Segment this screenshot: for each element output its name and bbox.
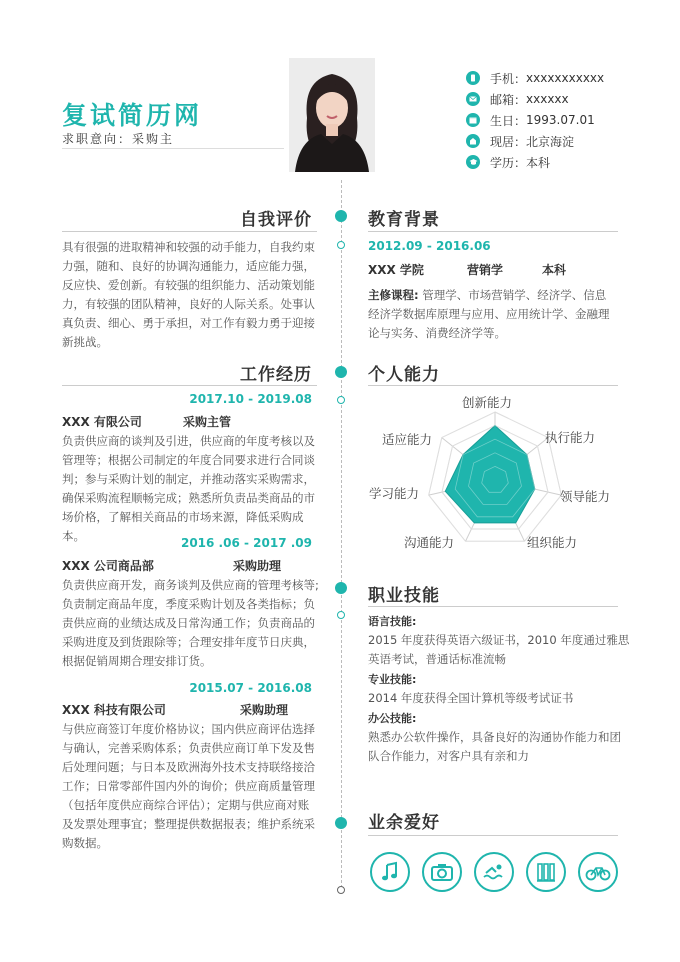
radar-label: 沟通能力 xyxy=(404,535,455,550)
ability-title: 个人能力 xyxy=(368,365,440,385)
work-desc: 负责供应商开发，商务谈判及供应商的管理考核等; 负责制定商品年度，季度采购计划及各类指标；负 责供应商的业绩达成及日常沟通工作；负责商品的 采购进度及到货跟除等；合理安排年度节日庆典， 根据促销周期合理安排订货。 xyxy=(62,578,319,668)
section-divider xyxy=(368,231,618,232)
work-title: 工作经历 xyxy=(240,365,312,385)
radar-label: 创新能力 xyxy=(462,395,513,410)
work-desc: 负责供应商的谈判及引进，供应商的年度考核以及 管理等；根据公司制定的年度合同要求进行合同谈 判；参与采购计划的制定，并推动落实采购需求， 确保采购流程顺畅完成；熟悉所负责品类商品的市 场价格，了解相关商品的市场来源，降低采购成本。 xyxy=(62,434,315,543)
timeline-dot-sub xyxy=(337,241,345,249)
contact-location: 现居： 北京海淀 xyxy=(466,131,666,151)
work-date: 2016 .06 - 2017 .09 xyxy=(180,536,312,550)
intent-divider xyxy=(62,148,284,149)
section-divider xyxy=(62,385,317,386)
timeline-dot-sub xyxy=(337,611,345,619)
timeline-line xyxy=(341,180,342,888)
bicycle-icon xyxy=(578,852,618,892)
education-school: XXX 学院 xyxy=(368,263,424,277)
contact-education: 学历： 本科 xyxy=(466,152,666,172)
work-company: XXX 科技有限公司 xyxy=(62,703,166,717)
music-icon xyxy=(370,852,410,892)
location-icon xyxy=(466,134,480,148)
hobbies-title: 业余爱好 xyxy=(368,813,440,833)
mail-icon xyxy=(466,92,480,106)
contact-email: 邮箱： xxxxxx xyxy=(466,89,666,109)
timeline-dot-main xyxy=(335,210,347,222)
graduation-cap-icon xyxy=(466,155,480,169)
education-courses: 主修课程: 管理学、市场营销学、经济学、信息 经济学数据库原理与应用、应用统计学、金融理 论与实务、消费经济学等。 xyxy=(368,288,610,340)
job-intent: 求职意向：采购主 xyxy=(62,132,175,146)
education-date: 2012.09 - 2016.06 xyxy=(368,239,491,253)
radar-label: 学习能力 xyxy=(369,486,420,501)
radar-label: 领导能力 xyxy=(560,489,611,504)
self-eval-title: 自我评价 xyxy=(240,210,312,230)
work-company: XXX 公司商品部 xyxy=(62,559,154,573)
work-role: 采购助理 xyxy=(233,559,282,573)
self-eval-text: 具有很强的进取精神和较强的动手能力，自我约束 力强，随和、良好的协调沟通能力，适应能力强， 反应快、爱创新。有较强的组织能力、活动策划能 力，有较强的团队精神，良好的人际关系。处事认 真负责、细心、勇于承担，对工作有毅力勇于迎接 新挑战。 xyxy=(62,240,315,349)
work-desc: 与供应商签订年度价格协议；国内供应商评估选择 与确认，完善采购体系；负责供应商订单下发及售 后处理问题；与日本及欧洲海外技术支持联络接洽 工作；日常零部件国内外的询价；供应商质量管理 （包括年度供应商综合评估）；定期与供应商对账 及发票处理事宜；整理提供数据报表；维护系统采 购数据。 xyxy=(62,722,315,850)
radar-label: 组织能力 xyxy=(527,535,578,550)
work-role: 采购主管 xyxy=(183,415,232,429)
profile-photo xyxy=(289,58,375,172)
section-divider xyxy=(368,606,618,607)
education-major: 营销学 xyxy=(467,263,504,277)
books-icon xyxy=(526,852,566,892)
timeline-dot-main xyxy=(335,817,347,829)
work-role: 采购助理 xyxy=(240,703,289,717)
section-divider xyxy=(368,385,618,386)
work-date: 2015.07 - 2016.08 xyxy=(189,681,312,695)
education-degree: 本科 xyxy=(542,263,567,277)
timeline-dot-main xyxy=(335,366,347,378)
skills-title: 职业技能 xyxy=(368,586,440,606)
work-date: 2017.10 - 2019.08 xyxy=(189,392,312,406)
section-divider xyxy=(368,835,618,836)
radar-label: 执行能力 xyxy=(545,430,596,445)
education-title: 教育背景 xyxy=(368,210,440,230)
section-divider xyxy=(62,231,317,232)
phone-icon xyxy=(466,71,480,85)
timeline-dot-end xyxy=(337,886,345,894)
calendar-icon xyxy=(466,113,480,127)
timeline-dot-main xyxy=(335,582,347,594)
radar-label: 适应能力 xyxy=(382,432,433,447)
skills-content: 语言技能: 2015 年度获得英语六级证书，2010 年度通过雅思 英语考试，普通话标准流畅 专业技能: 2014 年度获得全国计算机等级考试证书 办公技能: 熟悉办公软件操作，具备良好的沟通协作能力和团 队合作能力，对客户具有亲和力 xyxy=(368,615,630,763)
contact-birthday: 生日： 1993.07.01 xyxy=(466,110,666,130)
work-company: XXX 有限公司 xyxy=(62,415,142,429)
timeline-dot-sub xyxy=(337,396,345,404)
contact-phone: 手机： xxxxxxxxxxx xyxy=(466,68,666,88)
swimming-icon xyxy=(474,852,514,892)
camera-icon xyxy=(422,852,462,892)
resume-title: 复试简历网 xyxy=(62,101,203,130)
